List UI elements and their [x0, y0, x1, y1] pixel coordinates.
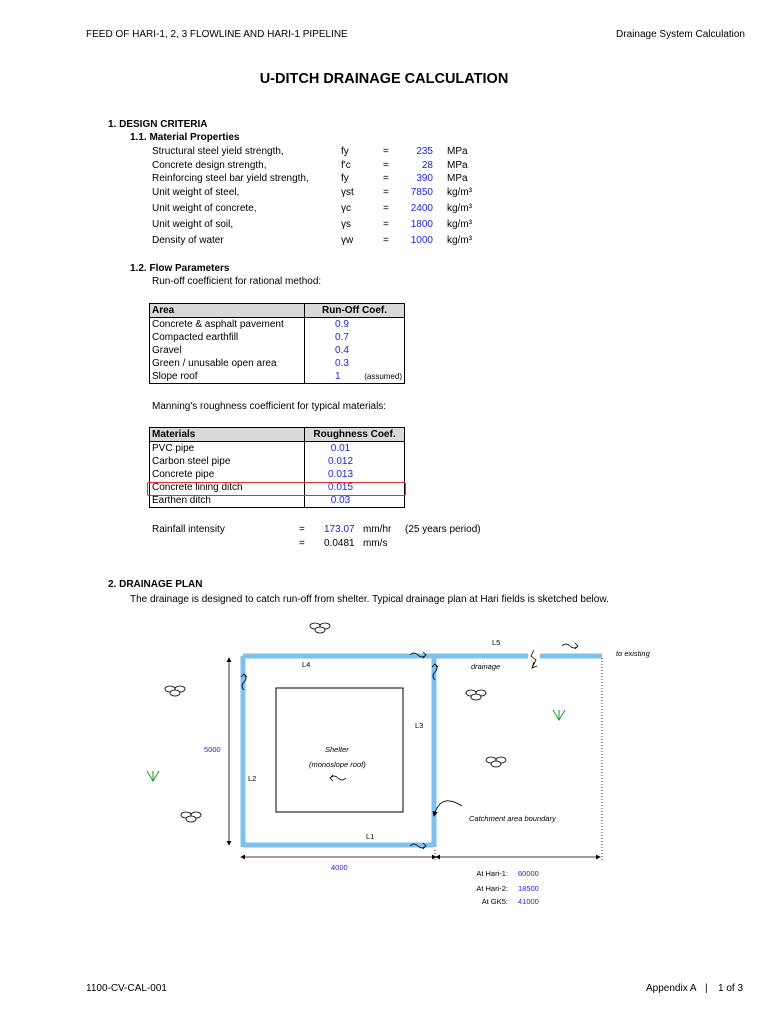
runoff-header-coef: Run-Off Coef. — [305, 304, 405, 318]
property-symbol: γw — [341, 235, 354, 246]
rainfall-unit-mmhr: mm/hr — [363, 524, 392, 535]
runoff-coef: 0.4 — [305, 344, 357, 357]
shrub-icon — [310, 623, 330, 633]
subsection-1-2-heading: 1.2. Flow Parameters — [130, 263, 230, 274]
roof-label: (monoslope roof) — [309, 760, 366, 769]
dimension-5000-label: 5000 — [204, 745, 221, 754]
property-value: 28 — [421, 160, 433, 171]
section-2-text: The drainage is designed to catch run-off from shelter. Typical drainage plan at Hari fields is sketched below. — [130, 594, 609, 605]
property-label: Structural steel yield strength, — [152, 146, 284, 157]
manning-coef: 0.012 — [305, 455, 405, 468]
footer-separator: | — [705, 983, 708, 994]
property-equals: = — [383, 203, 389, 214]
label-l5: L5 — [492, 638, 501, 647]
grass-icon — [147, 771, 159, 781]
property-label: Density of water — [152, 235, 224, 246]
manning-coef: 0.013 — [305, 468, 405, 481]
property-equals: = — [383, 173, 389, 184]
distance-value: 18500 — [518, 884, 539, 893]
header-left: FEED OF HARI-1, 2, 3 FLOWLINE AND HARI-1 PIPELINE — [86, 29, 348, 40]
distance-label: At Hari-1: — [476, 869, 508, 878]
footer-page: 1 of 3 — [718, 983, 744, 994]
property-value: 235 — [416, 146, 433, 157]
property-equals: = — [383, 235, 389, 246]
label-l3: L3 — [415, 721, 424, 730]
flow-arrow-outlet — [562, 643, 578, 649]
property-label: Unit weight of steel, — [152, 187, 240, 198]
footer-appendix: Appendix A — [646, 983, 697, 994]
distance-label: At GK5: — [481, 897, 508, 906]
shrub-icon — [181, 812, 201, 822]
property-unit: MPa — [447, 173, 468, 184]
header-right: Drainage System Calculation — [616, 29, 745, 40]
property-symbol: f'c — [341, 160, 351, 171]
runoff-coef: 0.7 — [305, 331, 357, 344]
distance-value: 41000 — [518, 897, 539, 906]
property-label: Concrete design strength, — [152, 160, 267, 171]
runoff-area: Green / unusable open area — [150, 357, 305, 370]
property-unit: kg/m³ — [447, 235, 472, 246]
property-value: 390 — [416, 173, 433, 184]
runoff-coef: 0.9 — [305, 318, 357, 332]
catchment-label: Catchment area boundary — [469, 814, 556, 823]
label-l2: L2 — [248, 774, 257, 783]
manning-coef: 0.01 — [305, 442, 405, 456]
manning-header-materials: Materials — [150, 428, 305, 442]
rainfall-unit-mms: mm/s — [363, 538, 388, 549]
property-label: Unit weight of soil, — [152, 219, 234, 230]
rainfall-eq-1: = — [299, 524, 305, 535]
shrub-icon — [466, 690, 486, 700]
manning-material: PVC pipe — [150, 442, 305, 456]
shrub-icon — [165, 686, 185, 696]
drainage-label: drainage — [471, 662, 501, 671]
runoff-coef: 0.3 — [305, 357, 357, 370]
label-l4: L4 — [302, 660, 311, 669]
manning-intro: Manning's roughness coefficient for typical materials: — [152, 401, 387, 412]
property-value: 7850 — [410, 187, 433, 198]
manning-coef: 0.03 — [305, 494, 405, 508]
property-unit: kg/m³ — [447, 187, 472, 198]
property-value: 2400 — [410, 203, 433, 214]
manning-coef: 0.015 — [305, 481, 405, 494]
to-existing-label: to existing — [616, 649, 650, 658]
property-unit: MPa — [447, 160, 468, 171]
manning-material: Carbon steel pipe — [150, 455, 305, 468]
distance-value: 60000 — [518, 869, 539, 878]
runoff-note: (assumed) — [357, 370, 405, 384]
runoff-header-area: Area — [150, 304, 305, 318]
distance-label: At Hari-2: — [476, 884, 508, 893]
runoff-area: Compacted earthfill — [150, 331, 305, 344]
property-equals: = — [383, 219, 389, 230]
manning-material: Concrete lining ditch — [150, 481, 305, 494]
catchment-pointer-arrow — [434, 801, 462, 816]
property-unit: MPa — [447, 146, 468, 157]
runoff-area: Gravel — [150, 344, 305, 357]
section-1-heading: 1. DESIGN CRITERIA — [108, 119, 208, 130]
property-symbol: γc — [341, 203, 351, 214]
grass-icon — [553, 710, 565, 720]
manning-material: Concrete pipe — [150, 468, 305, 481]
property-label: Unit weight of concrete, — [152, 203, 257, 214]
runoff-coef: 1 — [305, 370, 357, 384]
property-symbol: fy — [341, 146, 349, 157]
dimension-4000-label: 4000 — [331, 863, 348, 872]
rainfall-value-mms: 0.0481 — [324, 538, 355, 549]
property-unit: kg/m³ — [447, 203, 472, 214]
roof-slope-arrow — [330, 775, 346, 781]
break-symbol — [531, 650, 537, 668]
property-label: Reinforcing steel bar yield strength, — [152, 173, 309, 184]
runoff-area: Concrete & asphalt pavement — [150, 318, 305, 332]
property-symbol: γst — [341, 187, 354, 198]
shelter-label: Shelter — [325, 745, 349, 754]
property-equals: = — [383, 146, 389, 157]
property-value: 1000 — [410, 235, 433, 246]
property-value: 1800 — [410, 219, 433, 230]
manning-material: Earthen ditch — [150, 494, 305, 508]
runoff-intro: Run-off coefficient for rational method: — [152, 276, 322, 287]
property-symbol: fy — [341, 173, 349, 184]
rainfall-value-mmhr: 173.07 — [324, 524, 355, 535]
property-equals: = — [383, 160, 389, 171]
rainfall-label: Rainfall intensity — [152, 524, 225, 535]
subsection-1-1-heading: 1.1. Material Properties — [130, 132, 240, 143]
page-title: U-DITCH DRAINAGE CALCULATION — [259, 71, 509, 87]
manning-header-coef: Roughness Coef. — [305, 428, 405, 442]
rainfall-note: (25 years period) — [405, 524, 481, 535]
property-unit: kg/m³ — [447, 219, 472, 230]
shrub-icon — [486, 757, 506, 767]
label-l1: L1 — [366, 832, 375, 841]
property-equals: = — [383, 187, 389, 198]
rainfall-eq-2: = — [299, 538, 305, 549]
section-2-heading: 2. DRAINAGE PLAN — [108, 579, 203, 590]
property-symbol: γs — [341, 219, 351, 230]
shrubs — [165, 623, 506, 822]
footer-doc-number: 1100-CV-CAL-001 — [86, 983, 167, 994]
runoff-area: Slope roof — [150, 370, 305, 384]
